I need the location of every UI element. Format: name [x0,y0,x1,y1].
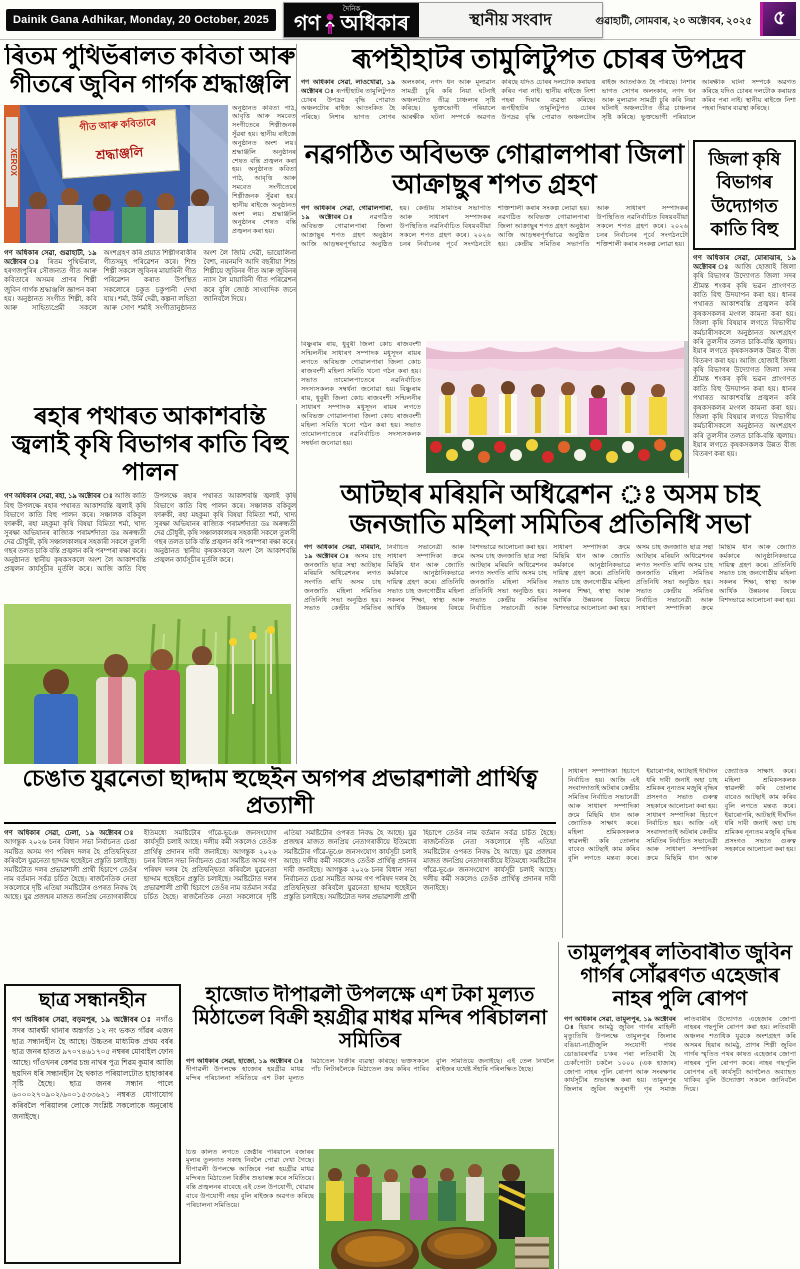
article-oath-byline: গণ অধিকাৰ সেৱা, গোৱালপাৰা, ১৯ অক্টোবৰ ঃ [301,205,393,222]
article-raha-bihu-body: গণ অধিকাৰ সেৱা, ৰহা, ১৯ অক্টোবৰ ঃ আজি কাতি বিহু উপলক্ষে ৰহাৰ পথাৰত আকাশবন্তি জ্বলাই কৃষি বিভাগে কাতি বিহু পালন কৰে। সঞ্চালক বকিবুল ফাৰুকী, ৰহা মহকুমা কৃষি বিষয়া বিমিতা শৰ্মা, খাদ্য সুৰক্ষা অভিযানৰ ৰাজ্যিক পৰামৰ্শদাতা ডঃ অৰুন্ধতী দেৱ চৌধুৰী, কৃষি সঞ্চালকালয়ৰ সহকাৰী সকলে তুলসী গছৰ তলত চাকি বন্তি প্ৰজ্বলন কৰি পৰম্পৰা ৰক্ষা কৰে। অনুষ্ঠানত স্থানীয় কৃষকসকলে অংশ লৈ আকাশবন্তি প্ৰজ্বলন কাৰ্যসূচীৰ মূৰ্তলি কৰে। আজি কাতি বিহু উপলক্ষে ৰহাৰ পথাৰত আকাশবন্তি জ্বলাই কৃষি বিভাগে কাতি বিহু পালন কৰে। সঞ্চালক বকিবুল ফাৰুকী, ৰহা মহকুমা কৃষি বিষয়া বিমিতা শৰ্মা, খাদ্য সুৰক্ষা অভিযানৰ ৰাজ্যিক পৰামৰ্শদাতা ডঃ অৰুন্ধতী দেৱ চৌধুৰী, কৃষি সঞ্চালকালয়ৰ সহকাৰী সকলে তুলসী গছৰ তলত চাকি বন্তি প্ৰজ্বলন কৰি পৰম্পৰা ৰক্ষা কৰে। অনুষ্ঠানত স্থানীয় কৃষকসকলে অংশ লৈ আকাশবন্তি প্ৰজ্বলন কাৰ্যসূচীৰ মূৰ্তলি কৰে। [4,493,296,574]
article-thief-byline: গণ অধিকাৰ সেৱা, লাওখোৱা, ১৯ অক্টোবৰ ঃ [301,79,396,96]
article-attsa-body: গণ অধিকাৰ সেৱা, মৰিয়নি, ১৯ অক্টোবৰ ঃ অসম চাহ জনজাতি ছাত্ৰ সন্থা আটছাৰ মৰিয়নি অধিৱেশনৰ লগত সংগতি ৰাখি অসম চাহ জনজাতি মহিলা সমিতিৰ প্ৰতিনিধি সভা অনুষ্ঠিত হয়। সভাত কেন্দ্ৰীয় সমিতিৰ নিৰ্বাচিত সভানেত্ৰী আৰু সাধাৰণ সম্পাদিকা ক্ৰমে মিছিমি ধান আৰু জ্যোতি কৰ্মকাৰে আনুষ্ঠানিকভাৱে দায়িত্ব গ্ৰহণ কৰে। প্ৰতিনিধি সভাত চাহ জনগোষ্ঠীয় মহিলা সকলৰ শিক্ষা, স্বাস্থ্য আৰু আৰ্থিক উন্নয়নৰ বিষয়ে বিশদভাৱে আলোচনা কৰা হয়। অসম চাহ জনজাতি ছাত্ৰ সন্থা আটছাৰ মৰিয়নি অধিৱেশনৰ লগত সংগতি ৰাখি অসম চাহ জনজাতি মহিলা সমিতিৰ প্ৰতিনিধি সভা অনুষ্ঠিত হয়। সভাত কেন্দ্ৰীয় সমিতিৰ নিৰ্বাচিত সভানেত্ৰী আৰু সাধাৰণ সম্পাদিকা ক্ৰমে মিছিমি ধান আৰু জ্যোতি কৰ্মকাৰে আনুষ্ঠানিকভাৱে দায়িত্ব গ্ৰহণ কৰে। প্ৰতিনিধি সভাত চাহ জনগোষ্ঠীয় মহিলা সকলৰ শিক্ষা, স্বাস্থ্য আৰু আৰ্থিক উন্নয়নৰ বিষয়ে বিশদভাৱে আলোচনা কৰা হয়। অসম চাহ জনজাতি ছাত্ৰ সন্থা আটছাৰ মৰিয়নি অধিৱেশনৰ লগত সংগতি ৰাখি অসম চাহ জনজাতি মহিলা সমিতিৰ প্ৰতিনিধি সভা অনুষ্ঠিত হয়। সভাত কেন্দ্ৰীয় সমিতিৰ নিৰ্বাচিত সভানেত্ৰী আৰু সাধাৰণ সম্পাদিকা ক্ৰমে মিছিমি ধান আৰু জ্যোতি কৰ্মকাৰে আনুষ্ঠানিকভাৱে দায়িত্ব গ্ৰহণ কৰে। প্ৰতিনিধি সভাত চাহ জনগোষ্ঠীয় মহিলা সকলৰ শিক্ষা, স্বাস্থ্য আৰু আৰ্থিক উন্নয়নৰ বিষয়ে বিশদভাৱে আলোচনা কৰা হয়। [304,544,796,613]
article-hajo-oil-headline: হাজোত দীপাৱলী উপলক্ষে এশ টকা মূল্যত মিঠাতেল বিক্ৰী হয়গ্ৰীৱ মাধৱ মন্দিৰ পৰিচালনা সমিতিৰ [193,984,547,1053]
article-chenga-byline: গণ অধিকাৰ সেৱা, ঢেলা, ১৯ অক্টোবৰ ঃ [4,830,137,838]
section-label: স্থানীয় সংবাদ [469,11,552,29]
article-thief-body: গণ অধিকাৰ সেৱা, লাওখোৱা, ১৯ অক্টোবৰ ঃ ৰূপহীহাটৰ তামুলিটুপত চোৰৰ উপদ্ৰৱ বৃদ্ধি পোৱাত অঞ্চলটোৰ ৰাইজ আতংকিত হৈ পৰিছে। নিশাৰ ভাগত সোণৰ অলংকাৰ, নগদ ধন আৰু মূল্যৱান সামগ্ৰী চুৰি কৰি নিয়া ঘটনাই অঞ্চলটোত তীব্ৰ চাঞ্চল্যৰ সৃষ্টি কৰিছে। ভুক্তভোগী পৰিয়ালে আৰক্ষীক ঘটনা সম্পৰ্কে অৱগত কৰিছে যদিও চোৰৰ দলটোক কৰায়ত্ত কৰিব পৰা নাই। স্থানীয় ৰাইজে নিশা পহৰা দিয়াৰ ব্যৱস্থা কৰিছে। ৰূপহীহাটৰ তামুলিটুপত চোৰৰ উপদ্ৰৱ বৃদ্ধি পোৱাত অঞ্চলটোৰ ৰাইজ আতংকিত হৈ পৰিছে। নিশাৰ ভাগত সোণৰ অলংকাৰ, নগদ ধন আৰু মূল্যৱান সামগ্ৰী চুৰি কৰি নিয়া ঘটনাই অঞ্চলটোত তীব্ৰ চাঞ্চল্যৰ সৃষ্টি কৰিছে। ভুক্তভোগী পৰিয়ালে আৰক্ষীক ঘটনা সম্পৰ্কে অৱগত কৰিছে যদিও চোৰৰ দলটোক কৰায়ত্ত কৰিব পৰা নাই। স্থানীয় ৰাইজে নিশা পহৰা দিয়াৰ ব্যৱস্থা কৰিছে। [301,79,796,122]
article-hajo-oil-body2: চিত্ত কলিত লগতে জেষ্ঠীৰ পৰিয়ালে বজাৰৰ মূল্যৰ তুলনাত সকাহ নিবলৈ পোৱা দেখা গৈছে। দীপাৱলী উপলক্ষে আজিৰে পৰা হয়গ্ৰীৱ মাধৱ মন্দিৰত মিঠাতেল বিক্ৰীৰ শুভাৰম্ভ কৰে সমিতিয়ে। বন্তি প্ৰজ্বলনৰ বাবেহে এই তেল উপযোগী, খোৱাৰ বাবে উপযোগী নহয় বুলি ৰাইজক অৱগত কৰিছে পৰিচালনা সমিতিয়ে। [186,1148,314,1209]
article-tamulpur-body: গণ অধিকাৰ সেৱা, তামুলপুৰ, ১৯ অক্টোবৰ ঃ হিয়াৰ আমঠু জুবিন গাৰ্গৰ মাহিলী মৃত্যুতিথি উপলক্ষে তামুলপুৰ জিলাৰ বঙিয়া-নাগ্ৰীজুলি সংযোগী পথৰ ডোঙাবৰগাঁৱ চ'কৰ পৰা লতিবাৰী হৈ চেকাঁপোটা চকলৈ ১০০০ (এক হাজাৰ) জোপা নাহৰ পুলি ৰোপণ আৰু সংৰক্ষণৰ কাৰ্যসূচীৰ শুভাৰম্ভ কৰা হয়। তামুলপুৰ জিলাৰ জুবিন অনুৰাগী গৃৰ সমাজ লতিবাৰীৰ উদ্যোগত এহেজাৰ জোপা নাহৰৰ গছপুলি ৰোপণ কৰা হয়। লতিবাৰী অঞ্চলৰ শতাধিক যুৱকে অংশগ্ৰহণ কৰি অসমৰ হিয়াৰ আমঠু, প্ৰাণৰ শিল্পী জুবিন গাৰ্গৰ স্মৃতিত পথৰ কাষত এহেজাৰ জোপা নাহৰৰ পুলি ৰোপণ কৰে। নাহৰ গছপুলি ৰোপণৰ এই কাৰ্যসূচী আগলৈও অব্যাহত থাকিব বুলি উদ্যোক্তা সকলে জানিবলৈ দিয়ে। [564,1015,796,1094]
article-kati-bihu [693,140,796,478]
article-raha-bihu-byline: গণ অধিকাৰ সেৱা, ৰহা, ১৯ অক্টোবৰ ঃ [4,493,113,501]
photo-oil-distribution [319,1149,554,1269]
article-missing-student-byline: গণ অধিকাৰ সেৱা, বড়মপুৰ, ১৯ অক্টোবৰ ঃ [12,1015,153,1025]
article-oath-headline: নৱগঠিত অবিভক্ত গোৱালপাৰা জিলা আক্ৰাছুৰ শপত গ্ৰহণ [304,140,685,200]
article-thief [301,44,796,138]
article-attsa-continued [562,768,796,938]
article-tribute [4,44,297,400]
article-oath-body: গণ অধিকাৰ সেৱা, গোৱালপাৰা, ১৯ অক্টোবৰ ঃ নৱগঠিত অবিভক্ত গোৱালপাৰা জিলা আক্ৰাছুৰ শপত গ্ৰহণ অনুষ্ঠান আজি আড়ম্বৰপূৰ্ণভাৱে অনুষ্ঠিত হয়। কেন্দ্ৰীয় সমিতিৰ সভাপতি আৰু সাধাৰণ সম্পাদকৰ উপস্থিতিত নৱনিৰ্বাচিত বিষয়ববীয়া সকলে শপত গ্ৰহণ কৰে। ২০২৬ চনৰ নিৰ্বাচনৰ পূৰ্বে সংগঠনটো শক্তিশালী কৰাৰ সংকল্প লোৱা হয়। নৱগঠিত অবিভক্ত গোৱালপাৰা জিলা আক্ৰাছুৰ শপত গ্ৰহণ অনুষ্ঠান আজি আড়ম্বৰপূৰ্ণভাৱে অনুষ্ঠিত হয়। কেন্দ্ৰীয় সমিতিৰ সভাপতি আৰু সাধাৰণ সম্পাদকৰ উপস্থিতিত নৱনিৰ্বাচিত বিষয়ববীয়া সকলে শপত গ্ৰহণ কৰে। ২০২৬ চনৰ নিৰ্বাচনৰ পূৰ্বে সংগঠনটো শক্তিশালী কৰাৰ সংকল্প লোৱা হয়। [301,205,688,249]
article-tamulpur-byline: গণ অধিকাৰ সেৱা, তামুলপুৰ, ১৯ অক্টোবৰ ঃ [564,1015,676,1032]
article-tribute-headline: ৰিতম পুথিভঁৰালত কবিতা আৰু গীতৰে জুবিন গাৰ্গক শ্ৰদ্ধাঞ্জলি [4,44,296,98]
page-header [0,0,800,40]
tribute-banner [58,109,180,179]
masthead [283,2,603,38]
article-chenga-body: গণ অধিকাৰ সেৱা, ঢেলা, ১৯ অক্টোবৰ ঃ আগন্তুক ২০২৬ চনৰ বিধান সভা নিৰ্বাচনত চেঙা সমষ্টিত অসম গণ পৰিষদ দলৰ হৈ প্ৰতিদ্বন্দ্বিতা কৰিবলৈ যুৱনেতা ছাদ্দাম হুছেইনে প্ৰস্তুতি চলাইছে। সমষ্টিটোত দলৰ প্ৰভাৱশালী প্ৰাৰ্থী হিচাপে তেওঁৰ নাম বৰ্তমান সৰ্বত্ৰ চৰ্চিত হৈছে। ৰাজনৈতিক নেতা সকলোৰে দৃষ্টি এতিয়া সমষ্টিটোৰ ওপৰত নিবদ্ধ হৈ আছে। যুৱ প্ৰজন্মৰ মাজত জনপ্ৰিয় নেতাগৰাকীয়ে ইতিমধ্যে সমষ্টিটোৰ গাঁৱে-ভূঞে জনসংযোগ কাৰ্যসূচী চলাই আছে। দলীয় কৰ্মী সকলেও তেওঁক প্ৰাৰ্থিত্ব প্ৰদানৰ দাবী জনাইছে। আগন্তুক ২০২৬ চনৰ বিধান সভা নিৰ্বাচনত চেঙা সমষ্টিত অসম গণ পৰিষদ দলৰ হৈ প্ৰতিদ্বন্দ্বিতা কৰিবলৈ যুৱনেতা ছাদ্দাম হুছেইনে প্ৰস্তুতি চলাইছে। সমষ্টিটোত দলৰ প্ৰভাৱশালী প্ৰাৰ্থী হিচাপে তেওঁৰ নাম বৰ্তমান সৰ্বত্ৰ চৰ্চিত হৈছে। ৰাজনৈতিক নেতা সকলোৰে দৃষ্টি এতিয়া সমষ্টিটোৰ ওপৰত নিবদ্ধ হৈ আছে। যুৱ প্ৰজন্মৰ মাজত জনপ্ৰিয় নেতাগৰাকীয়ে ইতিমধ্যে সমষ্টিটোৰ গাঁৱে-ভূঞে জনসংযোগ কাৰ্যসূচী চলাই আছে। দলীয় কৰ্মী সকলেও তেওঁক প্ৰাৰ্থিত্ব প্ৰদানৰ দাবী জনাইছে। আগন্তুক ২০২৬ চনৰ বিধান সভা নিৰ্বাচনত চেঙা সমষ্টিত অসম গণ পৰিষদ দলৰ হৈ প্ৰতিদ্বন্দ্বিতা কৰিবলৈ যুৱনেতা ছাদ্দাম হুছেইনে প্ৰস্তুতি চলাইছে। সমষ্টিটোত দলৰ প্ৰভাৱশালী প্ৰাৰ্থী হিচাপে তেওঁৰ নাম বৰ্তমান সৰ্বত্ৰ চৰ্চিত হৈছে। ৰাজনৈতিক নেতা সকলোৰে দৃষ্টি এতিয়া সমষ্টিটোৰ ওপৰত নিবদ্ধ হৈ আছে। যুৱ প্ৰজন্মৰ মাজত জনপ্ৰিয় নেতাগৰাকীয়ে ইতিমধ্যে সমষ্টিটোৰ গাঁৱে-ভূঞে জনসংযোগ কাৰ্যসূচী চলাই আছে। দলীয় কৰ্মী সকলেও তেওঁক প্ৰাৰ্থিত্ব প্ৰদানৰ দাবী জনাইছে। [4,830,556,901]
article-hajo-oil-body: গণ অধিকাৰ সেৱা, হাজো, ১৯ অক্টোবৰ ঃ দীপাৱলী উপলক্ষে হাজোৰ হয়গ্ৰীৱ মাধৱ মন্দিৰ পৰিচালনা সমিতিয়ে এশ টকা মূল্যত মিঠাতেল বিক্ৰীৰ ব্যৱস্থা কৰিছে। ভক্তসকলে পাঁচ লিটাৰলৈকে মিঠাতেল ক্ৰয় কৰিব পাৰিব বুলি সমিতিয়ে জনাইছে। এই তেল নিখলৈ ৰাইজৰ যথেষ্ট সঁহাৰি পৰিলক্ষিত হৈছে। [186,1057,554,1083]
article-missing-student-body: গণ অধিকাৰ সেৱা, বড়মপুৰ, ১৯ অক্টোবৰ ঃ নগাঁও সদৰ আৰক্ষী থানাৰ অন্তৰ্গত ১২ নং ভকত গাঁৱৰ এজন ছাত্ৰ সন্ধানহীন হৈ আছে। উচ্চতৰ মাধ্যমিক প্ৰথম বৰ্ষৰ ছাত্ৰ জনৰ হাতত ৯৭০৭৪৬১৭০৫ নম্বৰৰ মোবাইল ফোন আছে। গাঁওখনৰ কেশৱ চন্দ্ৰ নাথৰ পুত্ৰ শিৱম কুমাৰ আজি ছয়দিন ধৰি সন্ধানহীন হৈ থকাত পৰিয়ালটোত হাহাকাৰৰ সৃষ্টি হৈছে। ছাত্ৰ জনৰ সন্ধান পালে ৬০০০২৭০৯০২/৬০০১৫৩৩৬২১ নম্বৰত যোগাযোগ কৰিবলৈ পৰিয়ালৰ লোকে সংশ্লিষ্ট সকলোকে অনুৰোধ জনাইছে। [12,1015,173,1121]
photo-tribute-event [4,105,228,243]
xerox-sign: XEROX [6,117,18,207]
page-number-badge: ৫ [760,2,796,36]
article-tamulpur [558,942,796,1269]
article-missing-student-headline: ছাত্ৰ সন্ধানহীন [39,990,146,1011]
article-tribute-body: গণ অধিকাৰ সেৱা, গুৱাহাটী, ১৯ অক্টোবৰ ঃ ৰিতম পুথিভঁৰাল, হৰগজপুৰিৰ সৌজন্যত গীত আৰু কবিতাৰে অসমৰ প্ৰাণৰ শিল্পী জুবিন গাৰ্গক শ্ৰদ্ধাঞ্জলি জ্ঞাপন কৰা হয়। অনুষ্ঠানত সংগীত শিল্পী, কবি আৰু সাহিত্যপ্ৰেমী সকলে অংশগ্ৰহণ কৰি প্ৰয়াত শিল্পীগৰাকীৰ গীতসমূহ পৰিৱেশন কৰে। শিশু শিল্পী সকলে জুবিনৰ মায়াবিনী গীত পৰিৱেশন কৰাত উপস্থিত সকলোৰে চকুত চকুপানী দেখা যায়। শৰ্মা, উৰ্মি দেৱী, কল্পনা লহিতা আৰু সোণ শৰ্মাই সংগীতানুষ্ঠানত অংশ লৈ জিমি দেৱী, ভায়োলিনা বৈশ্য, নয়নমণি আদি বছৰীয়া শিশু শিল্পীয়ে জুবিনৰ গীত আৰু জুবিনৰ ন্যাস লৈ মায়াবিনী গীত পৰিৱেশন কৰে বুলি জ্যেষ্ঠ সাংবাদিক জনে জানিবলৈ দিয়ে। [4,249,296,313]
article-tamulpur-headline: তামুলপুৰৰ লতিবাৰীত জুবিন গাৰ্গৰ সোঁৱৰণত এহেজাৰ নাহৰ পুলি ৰোপণ [567,942,793,1011]
tribute-banner-line2: শ্ৰদ্ধাঞ্জলি [95,144,144,163]
article-hajo-oil-byline: গণ অধিকাৰ সেৱা, হাজো, ১৯ অক্টোবৰ ঃ [186,1057,304,1065]
article-kati-bihu-headline: জিলা কৃষি বিভাগৰ উদ্যোগত কাতি বিহু [693,140,796,250]
article-tribute-sidenote: অনুষ্ঠানত কবিতা পাঠ, আবৃত্তি আৰু সমবেত সংগীতেৰে শিল্পীজনক সুঁৱৰা হয়। স্থানীয় ৰাইজে অনুষ্ঠানত অংশ লয়। শ্ৰদ্ধাঞ্জলি অনুষ্ঠানৰ শেষত বন্তি প্ৰজ্বলন কৰা হয়। অনুষ্ঠানত কবিতা পাঠ, আবৃত্তি আৰু সমবেত সংগীতেৰে শিল্পীজনক সুঁৱৰা হয়। স্থানীয় ৰাইজে অনুষ্ঠানত অংশ লয়। শ্ৰদ্ধাঞ্জলি অনুষ্ঠানৰ শেষত বন্তি প্ৰজ্বলন কৰা হয়। [232,104,296,236]
person-logo-icon [323,13,337,35]
article-attsa-headline: আটছাৰ মৰিয়নি অধিৱেশন ঃ অসম চাহ জনজাতি মহিলা সমিতিৰ প্ৰতিনিধি সভা [340,480,760,540]
article-attsa-body2: সাধাৰণ সম্পাদিকা হিচাপে নিৰ্বাচিত হয়। আজি এই সংবাদদাতাই অটৰাৰ কেন্দ্ৰীয় সমিতিৰ নিৰ্বাচিত সভানেত্ৰী আৰু সাধাৰণ সম্পাদিকা ক্ৰমে মিছিমি ধান আৰু জ্যোতিক সাক্ষাৎ কৰে। মহিলা শ্ৰমিকসকলক স্বাৱলম্বী কৰি তোলাৰ বাবেও আটছাই কাম কৰিব বুলি লগতে মন্তব্য কৰে। ইয়াৰোপৰি, আটছাই দীৰ্ঘদিন ধৰি দাবী জনাই অহা চাহ শ্ৰমিকৰ নূন্যতম মজুৰি বৃদ্ধিৰ প্ৰসংগও সভাত গুৰুত্ব সহকাৰে আলোচনা কৰা হয়। সাধাৰণ সম্পাদিকা হিচাপে নিৰ্বাচিত হয়। আজি এই সংবাদদাতাই অটৰাৰ কেন্দ্ৰীয় সমিতিৰ নিৰ্বাচিত সভানেত্ৰী আৰু সাধাৰণ সম্পাদিকা ক্ৰমে মিছিমি ধান আৰু জ্যোতিক সাক্ষাৎ কৰে। মহিলা শ্ৰমিকসকলক স্বাৱলম্বী কৰি তোলাৰ বাবেও আটছাই কাম কৰিব বুলি লগতে মন্তব্য কৰে। ইয়াৰোপৰি, আটছাই দীৰ্ঘদিন ধৰি দাবী জনাই অহা চাহ শ্ৰমিকৰ নূন্যতম মজুৰি বৃদ্ধিৰ প্ৰসংগও সভাত গুৰুত্ব সহকাৰে আলোচনা কৰা হয়। [568,768,796,863]
article-hajo-oil [186,984,554,1269]
photo-oath-stage [426,341,688,473]
article-tribute-byline: গণ অধিকাৰ সেৱা, গুৱাহাটী, ১৯ অক্টোবৰ ঃ [4,249,97,266]
masthead-word-2: অধিকাৰ [340,10,410,35]
article-kati-bihu-byline: গণ অধিকাৰ সেৱা, মোৰাঝাৰ, ১৯ অক্টোবৰ ঃ [693,253,796,271]
dateline: গুৱাহাটী, সোমবাৰ, ২০ অক্টোবৰ, ২০২৫ [595,16,752,27]
article-missing-student [4,984,181,1264]
tribute-banner-line1: গীত আৰু কবিতাৰে [79,117,157,134]
article-chenga [4,766,556,976]
masthead-title [284,3,419,37]
article-attsa-byline: গণ অধিকাৰ সেৱা, মৰিয়নি, ১৯ অক্টোবৰ ঃ [304,544,381,561]
article-oath [301,140,689,478]
article-chenga-headline: চেঙাত যুৱনেতা ছাদ্দাম হুছেইন অগপৰ প্ৰভাৱশালী প্ৰাৰ্থিত্ব প্ৰত্যাশী [4,766,556,824]
article-attsa [304,480,796,764]
edition-banner: Dainik Gana Adhikar, Monday, 20 October, 2025 [6,9,276,31]
article-kati-bihu-body: গণ অধিকাৰ সেৱা, মোৰাঝাৰ, ১৯ অক্টোবৰ ঃ আজি হোজাই জিলা কৃষি বিভাগৰ উদ্যোগত জিলা সদৰ শ্ৰীমন্ত শংকৰ কৃষি ভৱন প্ৰাংগণত কাতি বিহু উদযাপন কৰা হয়। ধানৰ পথাৰত আকাশবন্তি প্ৰজ্বলন কৰি কৃষকসকলৰ মংগল কামনা কৰা হয়। জিলা কৃষি বিষয়াৰ লগতে বিভাগীয় কৰ্মচাৰীসকলে অনুষ্ঠানত অংশগ্ৰহণ কৰি তুলসীৰ তলত চাকি-বন্তি জ্বলায়। ইয়াৰ লগতে কৃষকসকলক উন্নত বীজ বিতৰণ কৰা হয়। আজি হোজাই জিলা কৃষি বিভাগৰ উদ্যোগত জিলা সদৰ শ্ৰীমন্ত শংকৰ কৃষি ভৱন প্ৰাংগণত কাতি বিহু উদযাপন কৰা হয়। ধানৰ পথাৰত আকাশবন্তি প্ৰজ্বলন কৰি কৃষকসকলৰ মংগল কামনা কৰা হয়। জিলা কৃষি বিষয়াৰ লগতে বিভাগীয় কৰ্মচাৰীসকলে অনুষ্ঠানত অংশগ্ৰহণ কৰি তুলসীৰ তলত চাকি-বন্তি জ্বলায়। ইয়াৰ লগতে কৃষকসকলক উন্নত বীজ বিতৰণ কৰা হয়। [693,253,796,459]
article-thief-headline: ৰূপহীহাটৰ তামুলিটুপত চোৰৰ উপদ্ৰব [352,44,745,74]
masthead-daily-label: দৈনিক [342,5,361,13]
article-oath-body2: বিষ্ণুৰাম ৰায়, ধুবুৰী জিলা কোচ ৰাজবংশী সন্মিলনীৰ সাধাৰণ সম্পাদক মধুসূদন ৰায়ৰ লগতে অবিভক্ত গোৱালপাৰা জিলা কোচ ৰাজবংশী মহিলা সমিতি খনো গঠন কৰা হয়। সভাত তামোলপাতেৰে নৱনিৰ্বাচিত সদস্যসকলক সম্বৰ্ধনা জনোৱা হয়। বিষ্ণুৰাম ৰায়, ধুবুৰী জিলা কোচ ৰাজবংশী সন্মিলনীৰ সাধাৰণ সম্পাদক মধুসূদন ৰায়ৰ লগতে অবিভক্ত গোৱালপাৰা জিলা কোচ ৰাজবংশী মহিলা সমিতি খনো গঠন কৰা হয়। সভাত তামোলপাতেৰে নৱনিৰ্বাচিত সদস্যসকলক সম্বৰ্ধনা জনোৱা হয়। [301,341,421,447]
masthead-word-1: গণ [294,10,321,35]
photo-paddy-field-lamps [4,604,291,764]
article-raha-bihu [4,404,297,764]
article-raha-bihu-headline: ৰহাৰ পথাৰত আকাশবন্তি জ্বলাই কৃষি বিভাগৰ কাতি বিহু পালন [11,404,289,486]
